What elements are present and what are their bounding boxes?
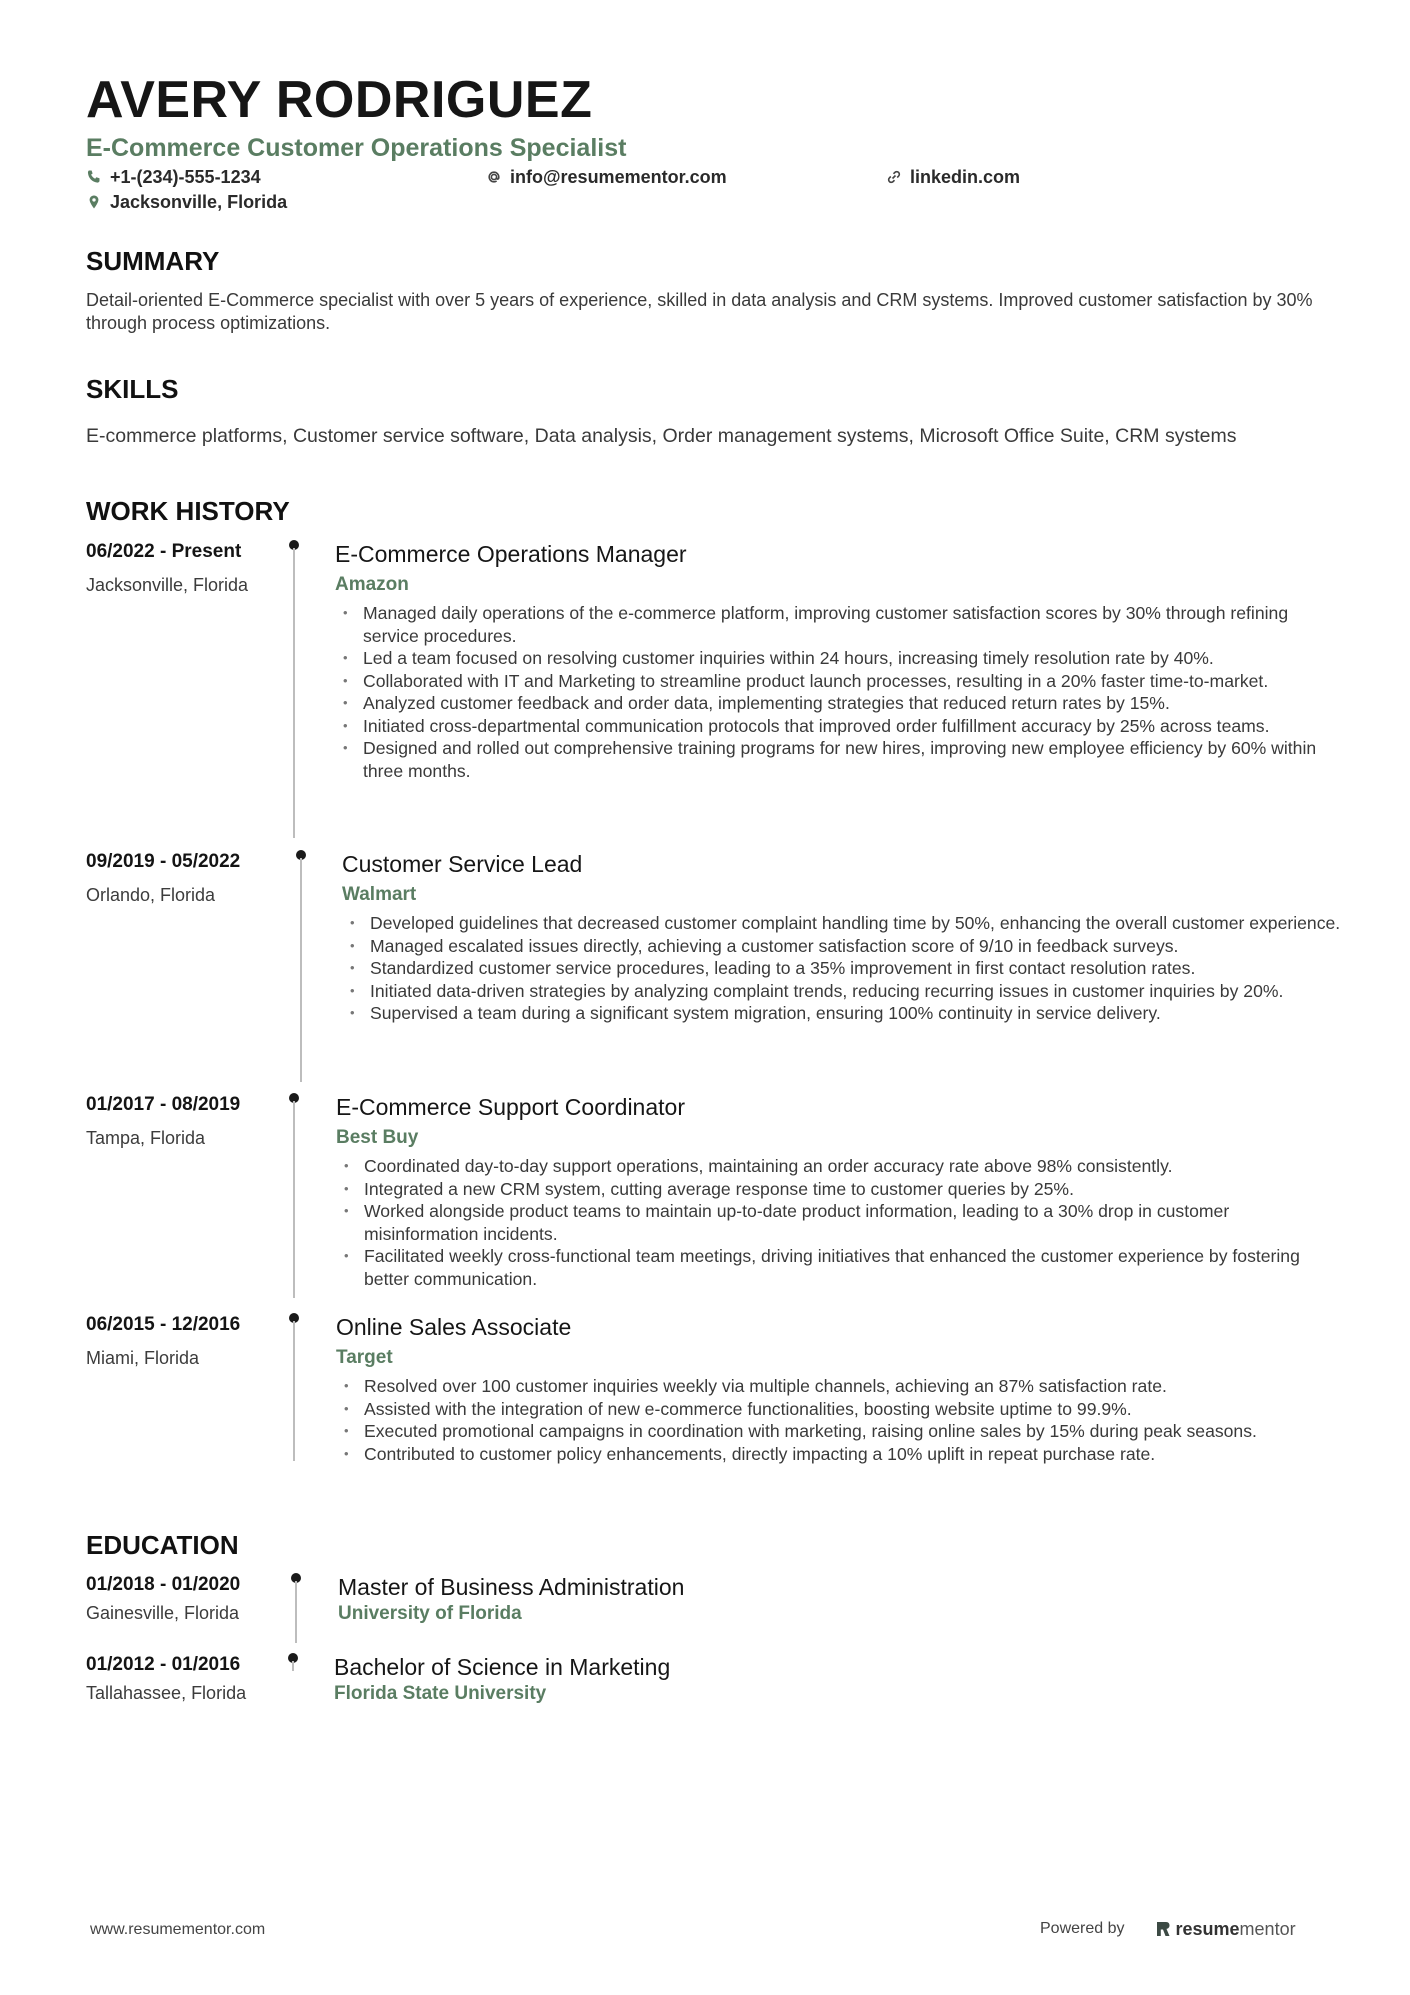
timeline-line <box>295 1581 297 1643</box>
contact-phone <box>86 166 261 188</box>
work-entry <box>86 850 1346 1082</box>
education-dates: 01/2012 - 01/2016 <box>86 1654 241 1675</box>
list-item: • Designed and rolled out comprehensive training programs for new hires, improving new employee efficiency by 60% within three months. <box>335 737 1335 782</box>
job-dates: 06/2022 - Present <box>86 541 242 562</box>
job-location: Orlando, Florida <box>86 885 216 905</box>
summary-text: Detail-oriented E-Commerce specialist with over 5 years of experience, skilled in data analysis and CRM systems. Improved customer satisfaction by 30% through process optimizations. <box>86 290 1313 333</box>
at-icon <box>486 169 502 185</box>
job-location: Tampa, Florida <box>86 1128 206 1148</box>
education-location: Gainesville, Florida <box>86 1603 240 1623</box>
list-item: • Standardized customer service procedures, leading to a 35% improvement in first contact resolution rates. <box>342 957 1342 980</box>
list-item: • Managed daily operations of the e-commerce platform, improving customer satisfaction scores by 30% through refining service procedures. <box>335 602 1335 647</box>
skills-text: E-commerce platforms, Customer service software, Data analysis, Order management systems, Microsoft Office Suite, CRM systems <box>86 425 1237 447</box>
phone-icon <box>86 169 102 185</box>
job-bullets <box>336 1375 1336 1465</box>
list-item: • Contributed to customer policy enhancements, directly impacting a 10% uplift in repeat purchase rate. <box>336 1443 1336 1466</box>
powered-by-label: Powered by <box>1040 1920 1125 1937</box>
contact-location <box>86 191 287 213</box>
footer-powered-by <box>1040 1919 1296 1939</box>
timeline-line <box>293 548 295 838</box>
list-item: • Initiated data-driven strategies by analyzing complaint trends, reducing recurring issues in customer inquiries by 20%. <box>342 980 1342 1003</box>
job-dates: 06/2015 - 12/2016 <box>86 1314 241 1335</box>
work-entry <box>86 540 1346 840</box>
education-heading: EDUCATION <box>86 1530 239 1560</box>
job-bullets <box>342 912 1342 1025</box>
education-entry <box>86 1653 1346 1703</box>
school-name: Florida State University <box>334 1683 547 1704</box>
work-entry <box>86 1313 1346 1488</box>
list-item: • Integrated a new CRM system, cutting average response time to customer queries by 25%. <box>336 1178 1346 1201</box>
link-icon <box>886 169 902 185</box>
education-entry <box>86 1573 1346 1643</box>
list-item: • Executed promotional campaigns in coordination with marketing, raising online sales by 15% during peak seasons. <box>336 1420 1336 1443</box>
list-item: • Coordinated day-to-day support operations, maintaining an order accuracy rate above 98% consistently. <box>336 1155 1346 1178</box>
brand-name-bold: resume <box>1175 1919 1240 1939</box>
footer-website[interactable]: www.resumementor.com <box>90 1921 266 1938</box>
job-dates: 09/2019 - 05/2022 <box>86 851 241 872</box>
list-item: • Analyzed customer feedback and order data, implementing strategies that reduced return rates by 15%. <box>335 692 1335 715</box>
list-item: • Worked alongside product teams to maintain up-to-date product information, leading to a 30% drop in customer misinformation incidents. <box>336 1200 1346 1245</box>
linkedin-text[interactable]: linkedin.com <box>910 167 1021 187</box>
list-item: • Facilitated weekly cross-functional team meetings, driving initiatives that enhanced the customer experience by fostering better communication. <box>336 1245 1346 1290</box>
job-location: Miami, Florida <box>86 1348 200 1368</box>
list-item: • Assisted with the integration of new e-commerce functionalities, boosting website uptime to 99.9%. <box>336 1398 1336 1421</box>
resumementor-logo-icon <box>1155 1920 1171 1938</box>
location-pin-icon <box>86 194 102 210</box>
location-text: Jacksonville, Florida <box>110 192 288 212</box>
school-name: University of Florida <box>338 1603 522 1624</box>
job-role: Online Sales Associate <box>336 1314 572 1340</box>
brand-name-light: mentor <box>1239 1919 1296 1939</box>
list-item: • Managed escalated issues directly, achieving a customer satisfaction score of 9/10 in feedback surveys. <box>342 935 1342 958</box>
job-location: Jacksonville, Florida <box>86 575 249 595</box>
degree-title: Master of Business Administration <box>338 1574 685 1600</box>
candidate-name: AVERY RODRIGUEZ <box>86 71 593 129</box>
job-bullets <box>336 1155 1346 1290</box>
phone-text[interactable]: +1-(234)-555-1234 <box>110 167 261 187</box>
list-item: • Collaborated with IT and Marketing to streamline product launch processes, resulting in a 20% faster time-to-market. <box>335 670 1335 693</box>
contact-email <box>486 166 727 188</box>
job-role: E-Commerce Support Coordinator <box>336 1094 685 1120</box>
timeline-line <box>293 1321 295 1461</box>
summary-heading: SUMMARY <box>86 246 220 276</box>
job-company: Walmart <box>342 884 417 905</box>
timeline-line <box>293 1101 295 1298</box>
list-item: • Led a team focused on resolving customer inquiries within 24 hours, increasing timely resolution rate by 40%. <box>335 647 1335 670</box>
list-item: • Supervised a team during a significant system migration, ensuring 100% continuity in service delivery. <box>342 1002 1342 1025</box>
timeline-line <box>292 1661 294 1671</box>
job-dates: 01/2017 - 08/2019 <box>86 1094 241 1115</box>
contact-linkedin <box>886 166 1020 188</box>
degree-title: Bachelor of Science in Marketing <box>334 1654 671 1680</box>
list-item: • Developed guidelines that decreased customer complaint handling time by 50%, enhancing the overall customer experience. <box>342 912 1342 935</box>
candidate-title: E-Commerce Customer Operations Specialist <box>86 134 627 162</box>
job-role: Customer Service Lead <box>342 851 583 877</box>
job-company: Target <box>336 1347 393 1368</box>
job-company: Amazon <box>335 574 409 595</box>
job-role: E-Commerce Operations Manager <box>335 541 687 567</box>
job-company: Best Buy <box>336 1127 419 1148</box>
resumementor-logo[interactable] <box>1155 1919 1296 1939</box>
timeline-line <box>300 858 302 1082</box>
work-history-heading: WORK HISTORY <box>86 496 290 526</box>
list-item: • Initiated cross-departmental communication protocols that improved order fulfillment accuracy by 25% across teams. <box>335 715 1335 738</box>
education-location: Tallahassee, Florida <box>86 1683 247 1703</box>
education-dates: 01/2018 - 01/2020 <box>86 1574 241 1595</box>
skills-heading: SKILLS <box>86 374 179 404</box>
job-bullets <box>335 602 1335 782</box>
work-entry <box>86 1093 1346 1298</box>
list-item: • Resolved over 100 customer inquiries weekly via multiple channels, achieving an 87% satisfaction rate. <box>336 1375 1336 1398</box>
email-text[interactable]: info@resumementor.com <box>510 167 727 187</box>
